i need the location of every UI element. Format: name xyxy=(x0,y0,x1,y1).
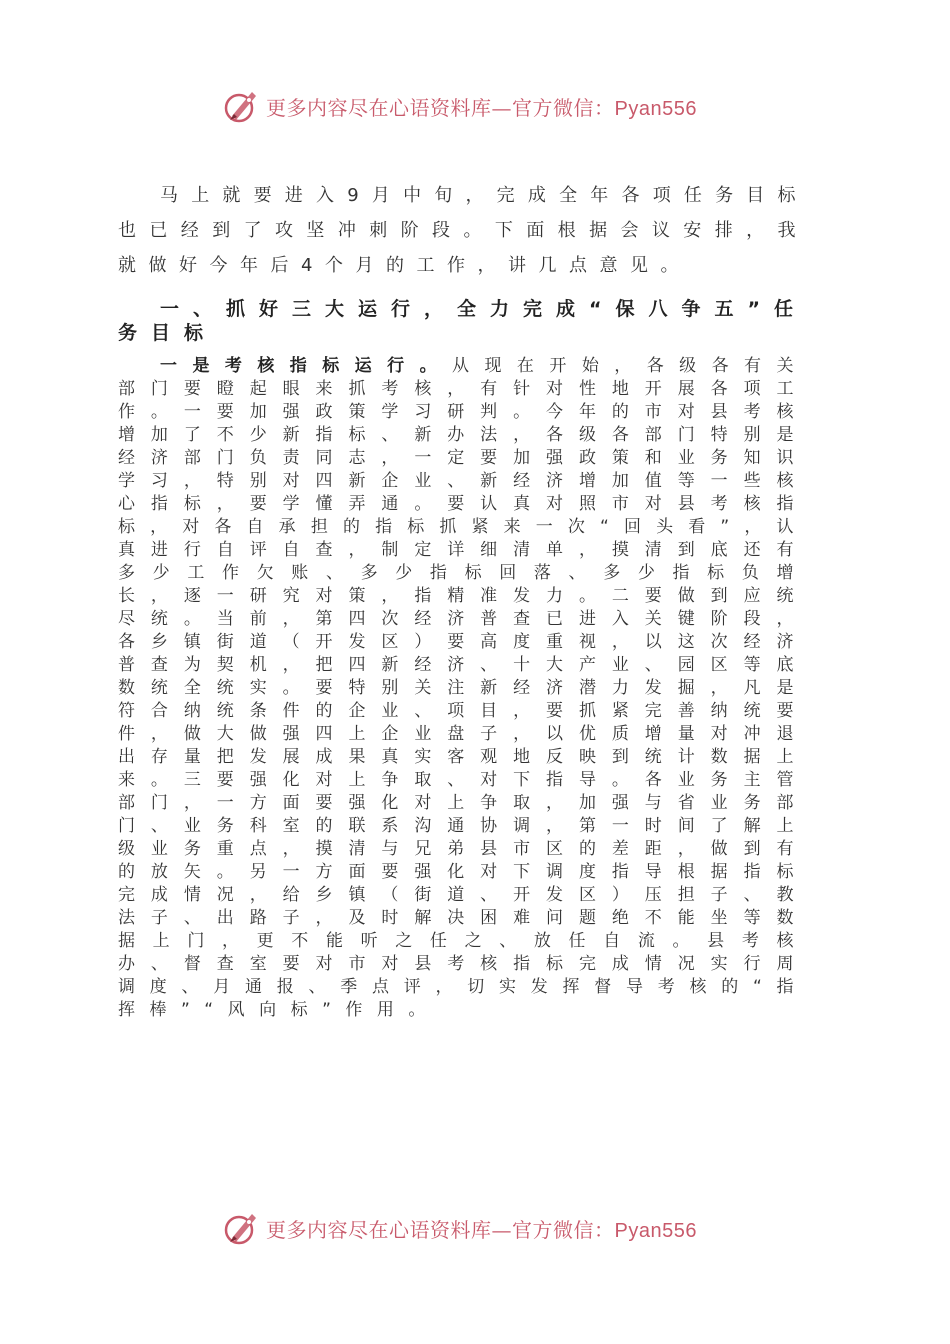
section-lead-phrase: 一是考核指标运行。 xyxy=(160,356,453,376)
document-body xyxy=(118,178,808,1022)
section-body-paragraph xyxy=(118,355,808,1022)
watermark-text: 更多内容尽在心语资料库—官方微信：Pyan556 xyxy=(266,1218,697,1242)
section-heading: 一、抓好三大运行，全力完成“保八争五”任务目标 xyxy=(118,298,807,344)
intro-paragraph: 马上就要进入9月中旬，完成全年各项任务目标也已经到了攻坚冲刺阶段。下面根据会议安排，我就做好今年后4个月的工作，讲几点意见。 xyxy=(118,185,808,276)
watermark-text: 更多内容尽在心语资料库—官方微信：Pyan556 xyxy=(266,96,697,120)
watermark-banner-top xyxy=(0,86,950,130)
pen-nib-logo-icon xyxy=(222,1208,262,1248)
section-body-text: 从现在开始，各级各有关部门要瞪起眼来抓考核，有针对性地开展各项工作。一要加强政策学习研判。今年的市对县考核增加了不少新指标、新办法，各级各部门特别是经济部门负责同志，一定要加强政策和业务知识学习，特别对四新企业、新经济增加值等一些核心指标，要学懂弄通。要认真对照市对县考核指标，对各自承担的指标抓紧来一次“回头看”，认真进行自评自查，制定详细清单，摸清到底还有多少工作欠账、多少指标回落、多少指标负增长，逐一研究对策，指精准发力。二要做到应统尽统。当前，第四次经济普查已进入关键阶段，各乡镇街道（开发区）要高度重视，以这次经济普查为契机，把四新经济、十大产业、园区等底数统全统实。要特别关注新经济潜力发掘，凡是符合纳统条件的企业、项目，要抓紧完善纳统要件，做大做强四上企业盘子，以优质增量对冲退出存量把发展成果真实客观地反映到统计数据上来。三要强化对上争取、对下指导。各业务主管部门，一方面要强化对上争取，加强与省业务部门、业务科室的联系沟通协调，第一时间了解上级业务重点，摸清与兄弟县市区的差距，做到有的放矢。另一方面要强化对下调度指导根据指标完成情况，给乡镇（街道、开发区）压担子、教法子、出路子，及时解决困难问题绝不能坐等数据上门，更不能听之任之、放任自流。县考核办、督查室要对市对县考核指标完成情况实行周调度、月通报、季点评，切实发挥督导考核的“指挥棒”“风向标”作用。 xyxy=(118,356,809,1020)
watermark-banner-bottom xyxy=(0,1208,950,1252)
pen-nib-logo-icon xyxy=(222,86,262,126)
